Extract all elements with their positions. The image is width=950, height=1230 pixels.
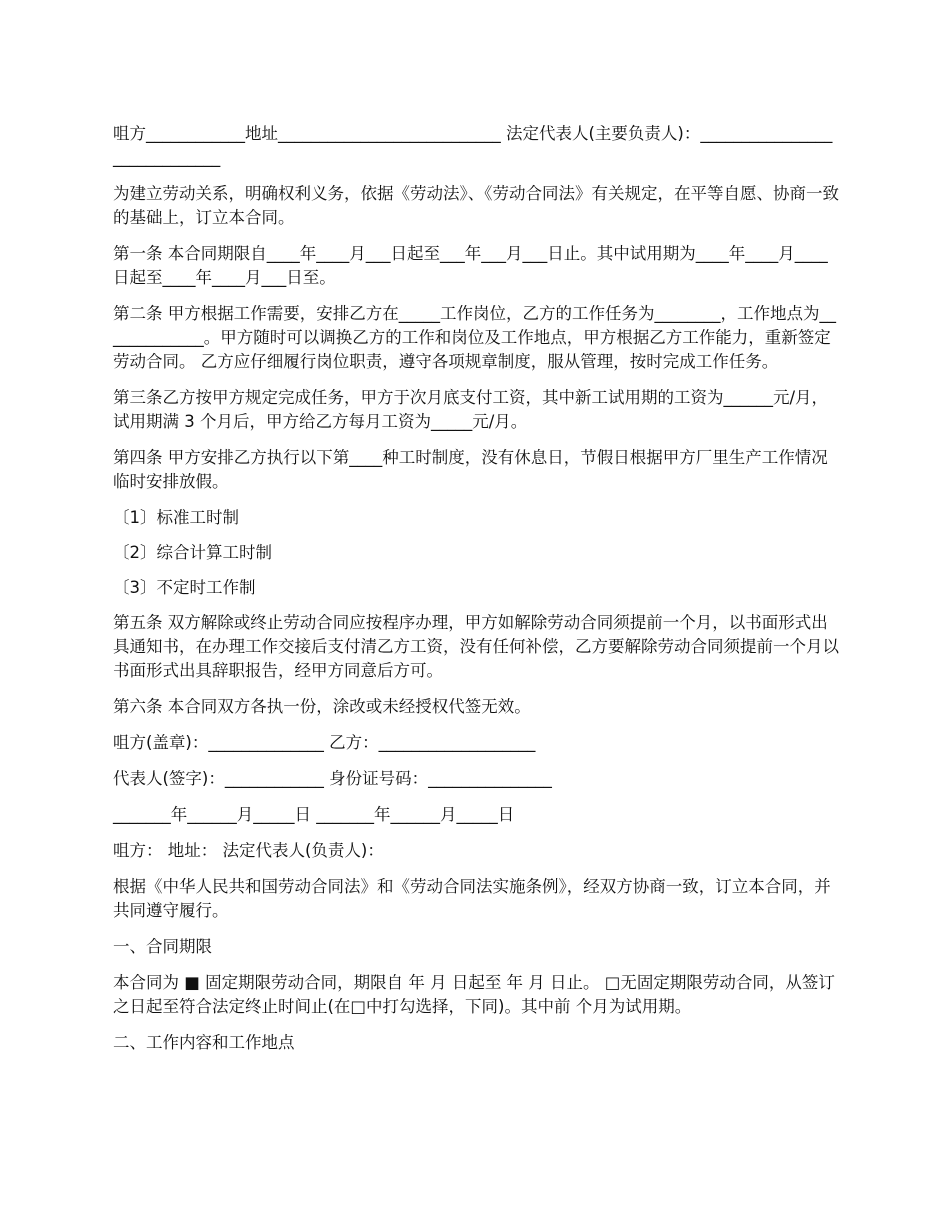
- party-a-header: 咀方____________地址___________________________ 法定代表人(主要负责人)：_____________________________: [113, 124, 833, 167]
- article-5: 第五条 双方解除或终止劳动合同应按程序办理，甲方如解除劳动合同须提前一个月，以书面形式出具通知书，在办理工作交接后支付清乙方工资，没有任何补偿，乙方要解除劳动合同须提前一个月以书面形式出具辞职报告，经甲方同意后方可。: [113, 613, 839, 680]
- signature-party-line: 咀方(盖章)：______________ 乙方：___________________: [113, 733, 536, 752]
- article-3: 第三条乙方按甲方规定完成任务，甲方于次月底支付工资，其中新工试用期的工资为______元/月，试用期满 3 个月后，甲方给乙方每月工资为_____元/月。: [113, 388, 829, 431]
- section-heading-term: 一、合同期限: [113, 937, 212, 956]
- option-3: 〔3〕不定时工作制: [113, 578, 256, 597]
- contract-document: [113, 122, 840, 1067]
- article-1: 第一条 本合同期限自____年____月___日起至___年___月___日止。其中试用期为____年____月____日起至____年____月___日至。: [113, 244, 828, 287]
- article-4: 第四条 甲方安排乙方执行以下第____种工时制度，没有休息日，节假日根据甲方厂里生产工作情况临时安排放假。: [113, 448, 828, 491]
- term-clause: 本合同为 ■ 固定期限劳动合同，期限自 年 月 日起至 年 月 日止。 □无固定期限劳动合同，从签订之日起至符合法定终止时间止(在□中打勾选择，下同)。其中前 个月为试用期。: [113, 973, 835, 1016]
- section-heading-work: 二、工作内容和工作地点: [113, 1033, 295, 1052]
- option-2: 〔2〕综合计算工时制: [113, 543, 272, 562]
- article-2: 第二条 甲方根据工作需要，安排乙方在_____工作岗位，乙方的工作任务为________，工作地点为_____________。甲方随时可以调换乙方的工作和岗位及工作地点，甲方根据乙方工作能力，重新签定劳动合同。 乙方应仔细履行岗位职责，遵守各项规章制度，服从管理，按时完成工作任务。: [113, 304, 836, 371]
- option-1: 〔1〕标准工时制: [113, 508, 239, 527]
- article-6: 第六条 本合同双方各执一份，涂改或未经授权代签无效。: [113, 697, 531, 716]
- second-preamble: 根据《中华人民共和国劳动合同法》和《劳动合同法实施条例》，经双方协商一致，订立本合同，并共同遵守履行。: [113, 877, 831, 920]
- signature-rep-line: 代表人(签字)：____________ 身份证号码：_______________: [113, 769, 552, 788]
- preamble: 为建立劳动关系，明确权利义务，依据《劳动法》、《劳动合同法》有关规定，在平等自愿、协商一致的基础上，订立本合同。: [113, 184, 839, 227]
- party-a-info-line: 咀方： 地址： 法定代表人(负责人)：: [113, 841, 384, 860]
- signature-date-line: _______年______月_____日 _______年______月_____日: [113, 805, 515, 824]
